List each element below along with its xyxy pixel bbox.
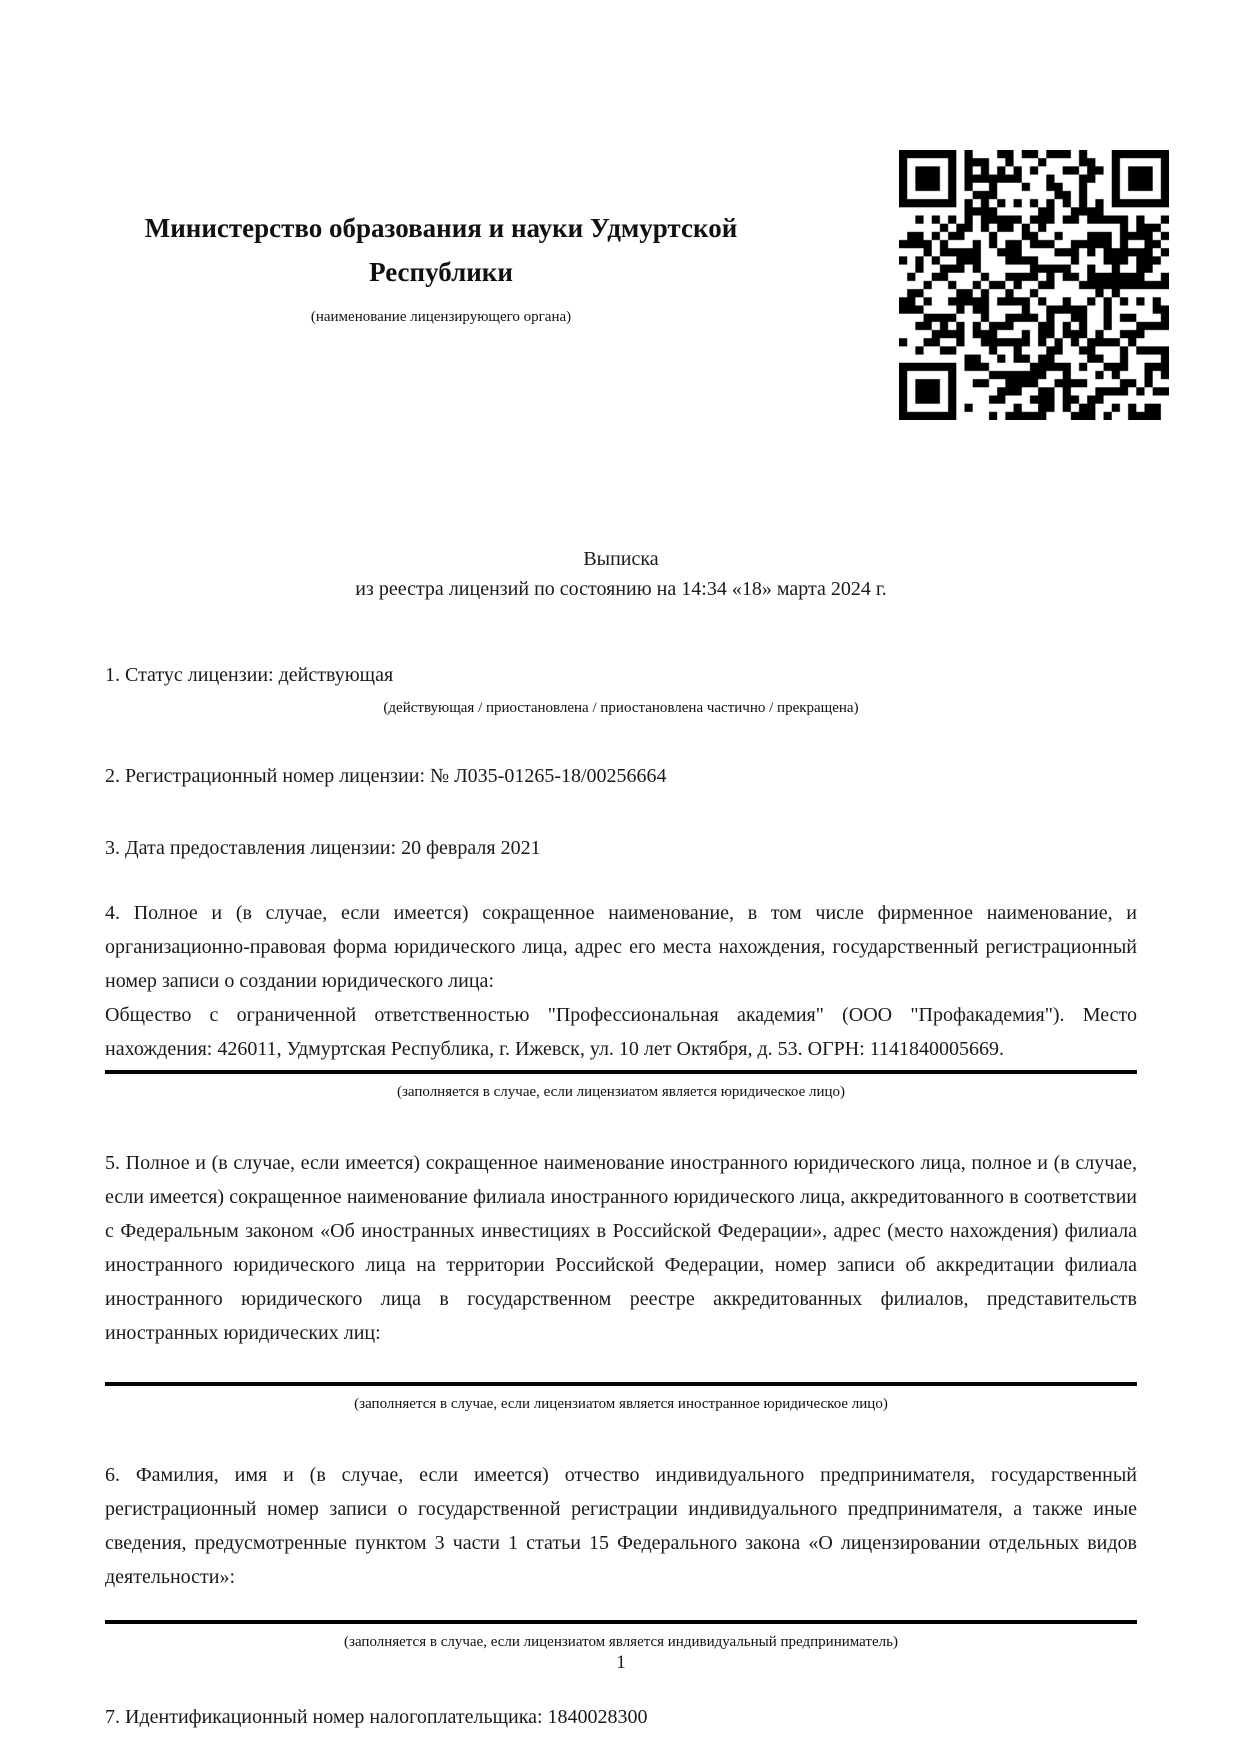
authority-name: Министерство образования и науки Удмуртской Республики [144, 213, 738, 287]
item-legal-entity-label: 4. Полное и (в случае, если имеется) сокращенное наименование, в том числе фирменное наименование, и организационно-правовая форма юридического лица, адрес его места нахождения, государственный регистрационный номер записи о создании юридического лица: [105, 902, 1137, 992]
item-license-status-note: (действующая / приостановлена / приостановлена частично / прекращена) [383, 700, 859, 716]
item-individual-label: 6. Фамилия, имя и (в случае, если имеется) отчество индивидуального предпринимателя, государственный регистрационный номер записи о государственной регистрации индивидуального предпринимателя, а также иные сведения, предусмотренные пунктом 3 части 1 статьи 15 Федерального закона «О лицензировании отдельных видов деятельности»: [105, 1464, 1137, 1588]
header [88, 206, 794, 326]
document-title-line1: Выписка [583, 548, 659, 570]
document-title-line2: из реестра лицензий по состоянию на 14:34 «18» марта 2024 г. [355, 578, 887, 600]
fill-in-rule-individual [105, 1620, 1137, 1624]
fill-in-rule-foreign-entity [105, 1382, 1137, 1386]
item-foreign-entity-label: 5. Полное и (в случае, если имеется) сокращенное наименование иностранного юридического лица, полное и (в случае, если имеется) сокращенное наименование филиала иностранного юридического лица, аккредитованного в соответствии с Федеральным законом «Об иностранных инвестициях в Российской Федерации», адрес (место нахождения) филиала иностранного юридического лица на территории Российской Федерации, номер записи об аккредитации филиала иностранного юридического лица в государственном реестре аккредитованных филиалов, представительств иностранных юридических лиц: [105, 1152, 1137, 1344]
qr-code [899, 150, 1169, 420]
qr-code-image [899, 150, 1169, 420]
item-registration-number: 2. Регистрационный номер лицензии: № Л035-01265-18/00256664 [105, 765, 667, 787]
item-individual-note: (заполняется в случае, если лицензиатом является индивидуальный предприниматель) [344, 1634, 898, 1650]
authority-caption: (наименование лицензирующего органа) [310, 309, 572, 325]
item-legal-entity-note: (заполняется в случае, если лицензиатом является юридическое лицо) [396, 1084, 846, 1100]
item-taxpayer-id: 7. Идентификационный номер налогоплательщика: 1840028300 [105, 1706, 648, 1728]
item-legal-entity-value: Общество с ограниченной ответственностью "Профессиональная академия" (ООО "Профакадемия"). Место нахождения: 426011, Удмуртская Республика, г. Ижевск, ул. 10 лет Октября, д. 53. ОГРН: 1141840005669. [105, 1004, 1137, 1060]
document-body [105, 544, 1137, 1732]
page-number: 1 [616, 1652, 626, 1673]
document-title [105, 544, 1137, 604]
item-grant-date: 3. Дата предоставления лицензии: 20 февраля 2021 [105, 837, 541, 859]
item-foreign-entity-note: (заполняется в случае, если лицензиатом является иностранное юридическое лицо) [354, 1396, 888, 1412]
item-license-status: 1. Статус лицензии: действующая [105, 664, 394, 686]
fill-in-rule-legal-entity [105, 1070, 1137, 1074]
